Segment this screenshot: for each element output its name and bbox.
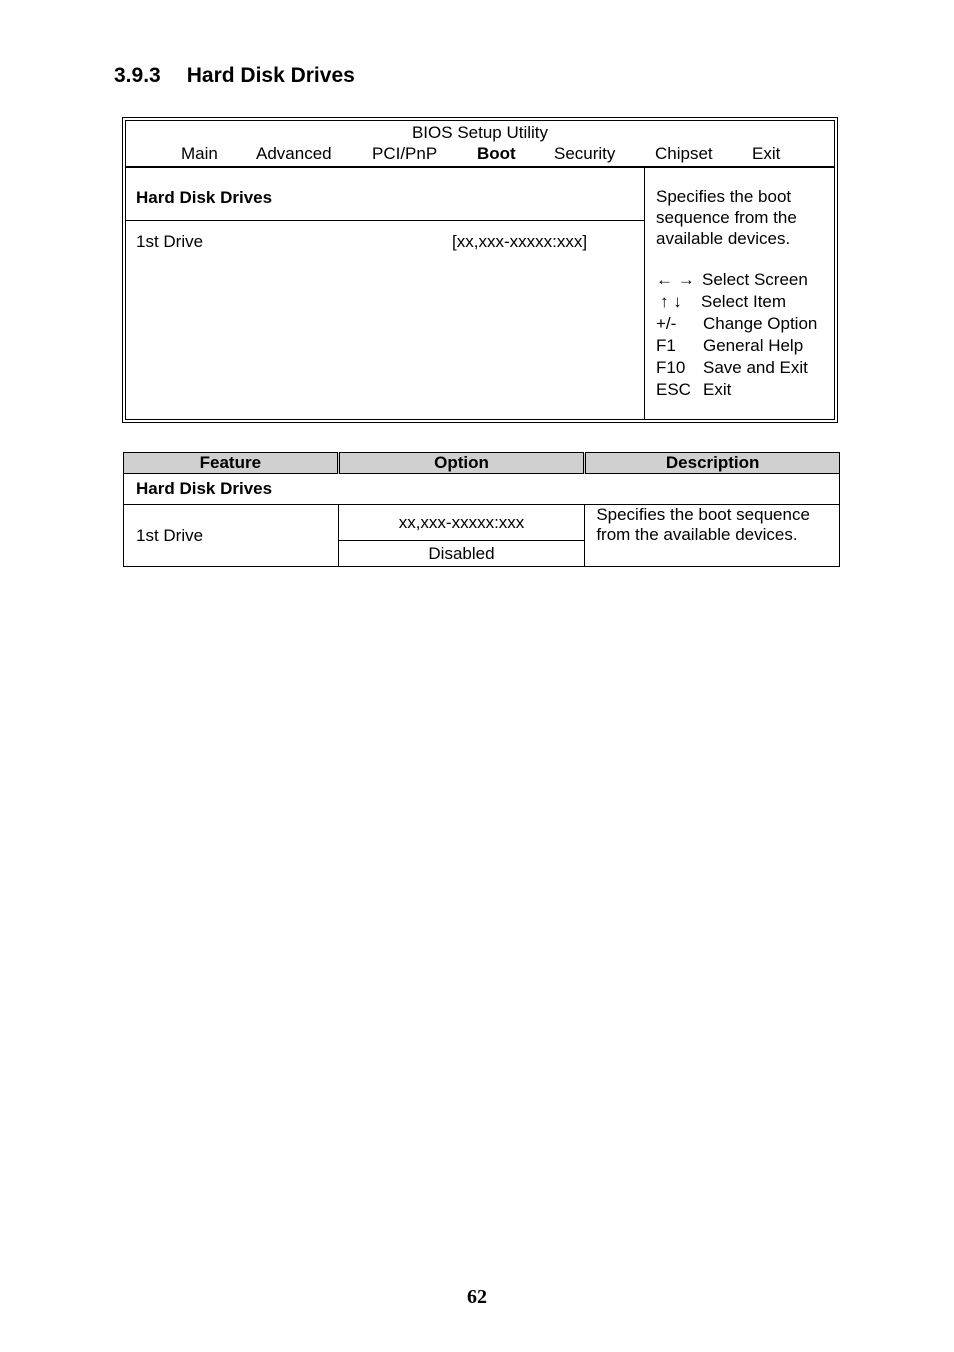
menu-exit[interactable]: Exit	[752, 144, 781, 163]
feature-table	[123, 452, 840, 567]
left-right-arrow-icon: ← →	[656, 270, 695, 289]
key-desc: Select Item	[701, 292, 787, 311]
menu-divider	[126, 166, 834, 168]
key-legend	[656, 269, 817, 401]
bios-screen	[122, 117, 838, 423]
menu-pci-pnp[interactable]: PCI/PnP	[372, 144, 438, 163]
key-row-select-screen	[656, 269, 817, 291]
help-text: Specifies the boot sequence from the available devices.	[656, 187, 797, 248]
menu-advanced[interactable]: Advanced	[256, 144, 332, 163]
key-name: +/-	[656, 314, 677, 333]
table-row	[124, 505, 840, 541]
bios-title: BIOS Setup Utility	[411, 123, 549, 142]
key-desc: Change Option	[703, 314, 818, 333]
section-title: Hard Disk Drives	[186, 64, 355, 87]
header-feature: Feature	[124, 453, 339, 474]
first-drive-value[interactable]: [xx,xxx-xxxxx:xxx]	[452, 232, 588, 251]
key-row-general-help	[656, 335, 817, 357]
description-cell: Specifies the boot sequence from the available devices.	[585, 505, 840, 567]
header-option: Option	[338, 453, 585, 474]
key-desc: Save and Exit	[703, 358, 808, 377]
table-section-row	[124, 474, 840, 505]
header-description: Description	[585, 453, 840, 474]
key-desc: Exit	[703, 380, 732, 399]
bios-section-title: Hard Disk Drives	[136, 188, 273, 207]
key-desc: General Help	[703, 336, 804, 355]
key-name: ESC	[656, 380, 691, 399]
first-drive-label[interactable]: 1st Drive	[136, 232, 204, 251]
menu-security[interactable]: Security	[554, 144, 616, 163]
key-row-save-exit	[656, 357, 817, 379]
up-down-arrow-icon: ↑ ↓	[660, 292, 682, 311]
section-heading	[114, 64, 355, 88]
menu-chipset[interactable]: Chipset	[655, 144, 713, 163]
table-section-title: Hard Disk Drives	[124, 474, 840, 505]
key-name: F10	[656, 358, 686, 377]
table-header-row	[124, 453, 840, 474]
feature-cell: 1st Drive	[124, 505, 339, 567]
menu-boot[interactable]: Boot	[477, 144, 516, 163]
section-divider	[126, 220, 644, 221]
key-name: F1	[656, 336, 676, 355]
option-cell: Disabled	[338, 541, 585, 567]
bios-screen-inner	[125, 120, 835, 420]
section-number: 3.9.3	[114, 64, 161, 87]
option-cell: xx,xxx-xxxxx:xxx	[338, 505, 585, 541]
key-desc: Select Screen	[702, 270, 808, 289]
help-panel-divider	[644, 167, 645, 419]
menu-main[interactable]: Main	[181, 144, 218, 163]
key-row-change-option	[656, 313, 817, 335]
page-number: 62	[467, 1286, 487, 1308]
key-row-exit	[656, 379, 817, 401]
key-row-select-item	[656, 291, 817, 313]
